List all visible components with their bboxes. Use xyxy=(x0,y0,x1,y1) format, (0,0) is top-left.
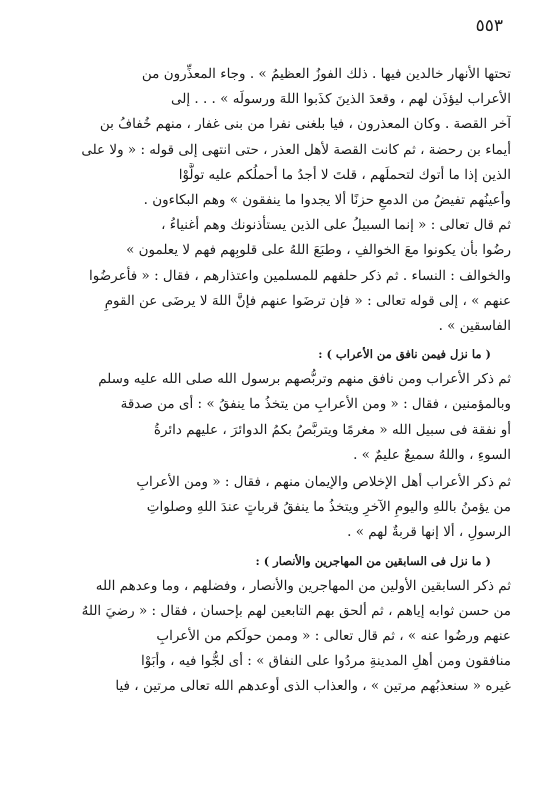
text-line: الذين إذا ما أتوك لتحملَهم ، قلتَ لا أجدُ ما أحملُكم عليه تولَّوْا xyxy=(178,166,511,183)
text-line: من يؤمنُ باللهِ واليومِ الآخرِ ويتخذُ ما ينفقُ قرباتٍ عندَ اللهِ وصلواتِ xyxy=(146,499,511,516)
text-line: تحتها الأنهار خالدين فيها . ذلك الفوزُ العظيمُ » . وجاء المعذِّرون من xyxy=(141,66,511,82)
paragraph-2 xyxy=(44,367,511,468)
text-line: عنهم » ، إلى قوله تعالى : « فإن ترضَوا عنهم فإنَّ اللهَ لا يرضَى عن القومِ xyxy=(104,292,511,309)
text-line: وأعينُهم تفيضُ من الدمعِ حزنًا ألا يجدوا ما ينفقون » وهم البكاءون . xyxy=(143,192,511,209)
text-line: الرسولِ ، ألا إنها قربةٌ لهم » . xyxy=(347,524,511,541)
text-line: ثم ذكر السابقين الأولين من المهاجرين والأنصار ، وفضلهم ، وما وعدهم الله xyxy=(95,577,511,594)
page-number: ٥٥٣ xyxy=(475,16,503,36)
text-line: أيماء بن رحضة ، ثم كانت القصة لأهل العذر ، حتى انتهى إلى قوله : « ولا على xyxy=(81,141,511,158)
text-line: ثم ذكر الأعراب أهل الإخلاص والإيمان منهم ، فقال : « ومن الأعرابِ xyxy=(136,474,511,491)
text-line: ثم ذكر الأعراب ومن نافق منهم وتربُّصهم برسول الله صلى الله عليه وسلم xyxy=(98,371,511,388)
text-line: غيره « سنعذبُهم مرتين » ، والعذاب الذى أوعدهم الله تعالى مرتين ، فيا xyxy=(115,678,511,695)
text-line: الفاسقين » . xyxy=(438,318,511,335)
section-heading: ( ما نزل فى السابقين من المهاجرين والأنصار ) : xyxy=(255,553,491,568)
text-line: وبالمؤمنين ، فقال : « ومن الأعرابِ من يتخذُ ما ينفقُ » : أى من صدقة xyxy=(120,396,511,413)
text-line: أو نفقة فى سبيل الله « مغرمًا ويتربَّصُ بكمُ الدوائرَ ، عليهم دائرةُ xyxy=(153,421,511,438)
section-heading: ( ما نزل فيمن نافق من الأعراب ) : xyxy=(318,347,491,362)
text-line: رضُوا بأن يكونوا معَ الخوالفِ ، وطبَعَ اللهُ على قلوبِهم فهم لا يعلمون » xyxy=(126,242,511,259)
paragraph-3 xyxy=(44,470,511,546)
text-line: الأعراب ليؤذَن لهم ، وقعدَ الذينَ كذَبوا اللهَ ورسولَه » . . . إلى xyxy=(170,91,511,108)
text-line: السوءِ ، واللهُ سميعٌ عليمٌ » . xyxy=(353,446,511,463)
text-line: آخر القصة . وكان المعذرون ، فيا بلغنى نفرا من بنى غفار ، منهم خُفافُ بن xyxy=(99,116,511,133)
paragraph-1 xyxy=(44,62,511,339)
text-line: والخوالف : النساء . ثم ذكر حلفهم للمسلمين واعتذارهم ، فقال : « فأعرضُوا xyxy=(88,267,511,284)
paragraph-4 xyxy=(44,574,511,700)
text-line: من حسن ثوابه إياهم ، ثم ألحق بهم التابعين لهم بإحسان ، فقال : « رضيَ اللهُ xyxy=(81,602,511,619)
text-line: عنهم ورضُوا عنه » ، ثم قال تعالى : « وممن حولَكم من الأعرابِ xyxy=(156,628,511,645)
text-line: منافقون ومن أهلِ المدينةِ مردُوا على النفاق » : أى لجُّوا فيه ، وأبَوْا xyxy=(141,653,511,670)
text-line: ثم قال تعالى : « إنما السبيلُ على الذين يستأذنونك وهم أغنياءُ ، xyxy=(161,217,511,234)
